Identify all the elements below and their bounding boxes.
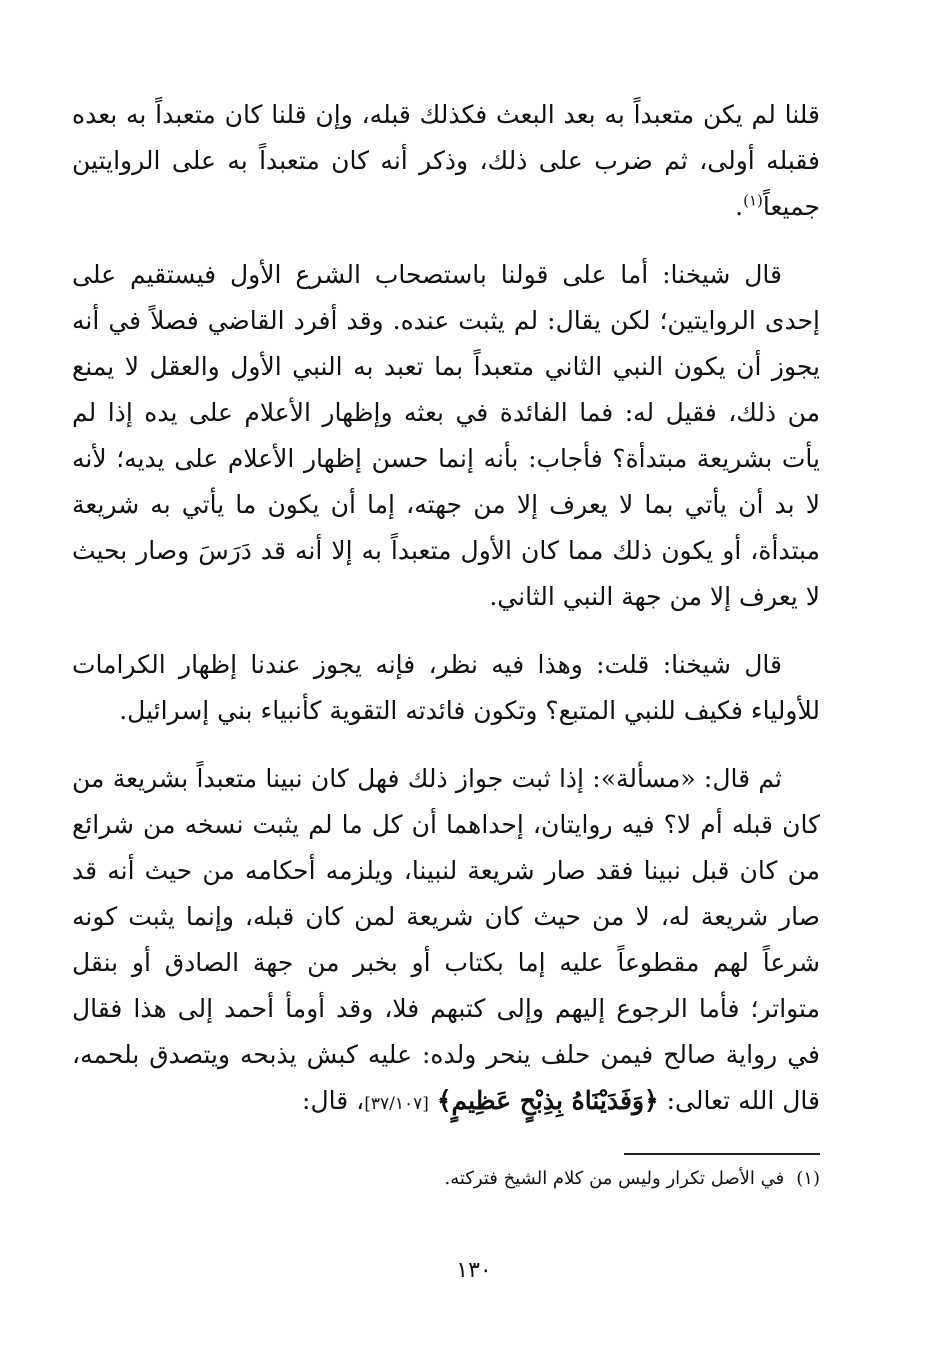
footnote xyxy=(128,1162,820,1196)
paragraph-1-end: . xyxy=(735,192,744,221)
paragraph-4 xyxy=(72,756,820,1127)
paragraph-4-end: ، قال: xyxy=(302,1086,365,1115)
page-number: ١٣٠ xyxy=(456,1258,492,1283)
paragraph-1-text: قلنا لم يكن متعبداً به بعد البعث فكذلك قبله، وإن قلنا كان متعبداً به بعده فقبله أولى، ثم ضرب على ذلك، وذكر أنه كان متعبداً به على الروايتين جميعاً xyxy=(72,100,820,221)
paragraph-1 xyxy=(72,92,820,230)
footnote-reference[interactable]: (١) xyxy=(743,191,763,210)
footnote-divider xyxy=(624,1153,820,1155)
paragraph-3: قال شيخنا: قلت: وهذا فيه نظر، فإنه يجوز عندنا إظهار الكرامات للأولياء فكيف للنبي المتبع؟ وتكون فائدته التقوية كأنبياء بني إسرائيل. xyxy=(72,650,820,725)
verse-citation: [٣٧/١٠٧] xyxy=(364,1094,429,1114)
quran-verse: ﴿وَفَدَيْنَاهُ بِذِبْحٍ عَظِيمٍ﴾ xyxy=(436,1086,659,1115)
paragraph-4-text: ثم قال: «مسألة»: إذا ثبت جواز ذلك فهل كان نبينا متعبداً بشريعة من كان قبله أم لا؟ فيه روايتان، إحداهما أن كل ما لم يثبت نسخه من شرائع من كان قبل نبينا فقد صار شريعة لنبينا، ويلزمه أحكامه من حيث أنه قد صار شريعة له، لا من حيث كان شريعة لمن كان قبله، وإنما يثبت كونه شرعاً لهم مقطوعاً عليه إما بكتاب أو بخبر من جهة الصادق أو بنقل متواتر؛ فأما الرجوع إليهم وإلى كتبهم فلا، وقد أومأ أحمد إلى هذا فقال في رواية صالح فيمن حلف ينحر ولده: عليه كبش يذبحه ويتصدق بلحمه، قال الله تعالى: xyxy=(72,764,820,1115)
paragraph-2: قال شيخنا: أما على قولنا باستصحاب الشرع الأول فيستقيم على إحدى الروايتين؛ لكن يقال: لم يثبت عنده. وقد أفرد القاضي فصلاً في أنه يجوز أن يكون النبي الثاني متعبداً بما تعبد به النبي الأول والعقل لا يمنع من ذلك، فقيل له: فما الفائدة في بعثه وإظهار الأعلام على يده إذا لم يأت بشريعة مبتدأة؟ فأجاب: بأنه إنما حسن إظهار الأعلام على يديه؛ لأنه لا بد أن يأتي بما لا يعرف إلا من جهته، إما أن يكون ما يأتي به شريعة مبتدأة، أو يكون ذلك مما كان الأول متعبداً به إلا أنه قد دَرَسَ وصار بحيث لا يعرف إلا من جهة النبي الثاني. xyxy=(72,260,820,611)
page-body xyxy=(72,92,820,1149)
footnote-text: في الأصل تكرار وليس من كلام الشيخ فتركته. xyxy=(444,1168,785,1189)
footnote-number: (١) xyxy=(796,1168,820,1189)
